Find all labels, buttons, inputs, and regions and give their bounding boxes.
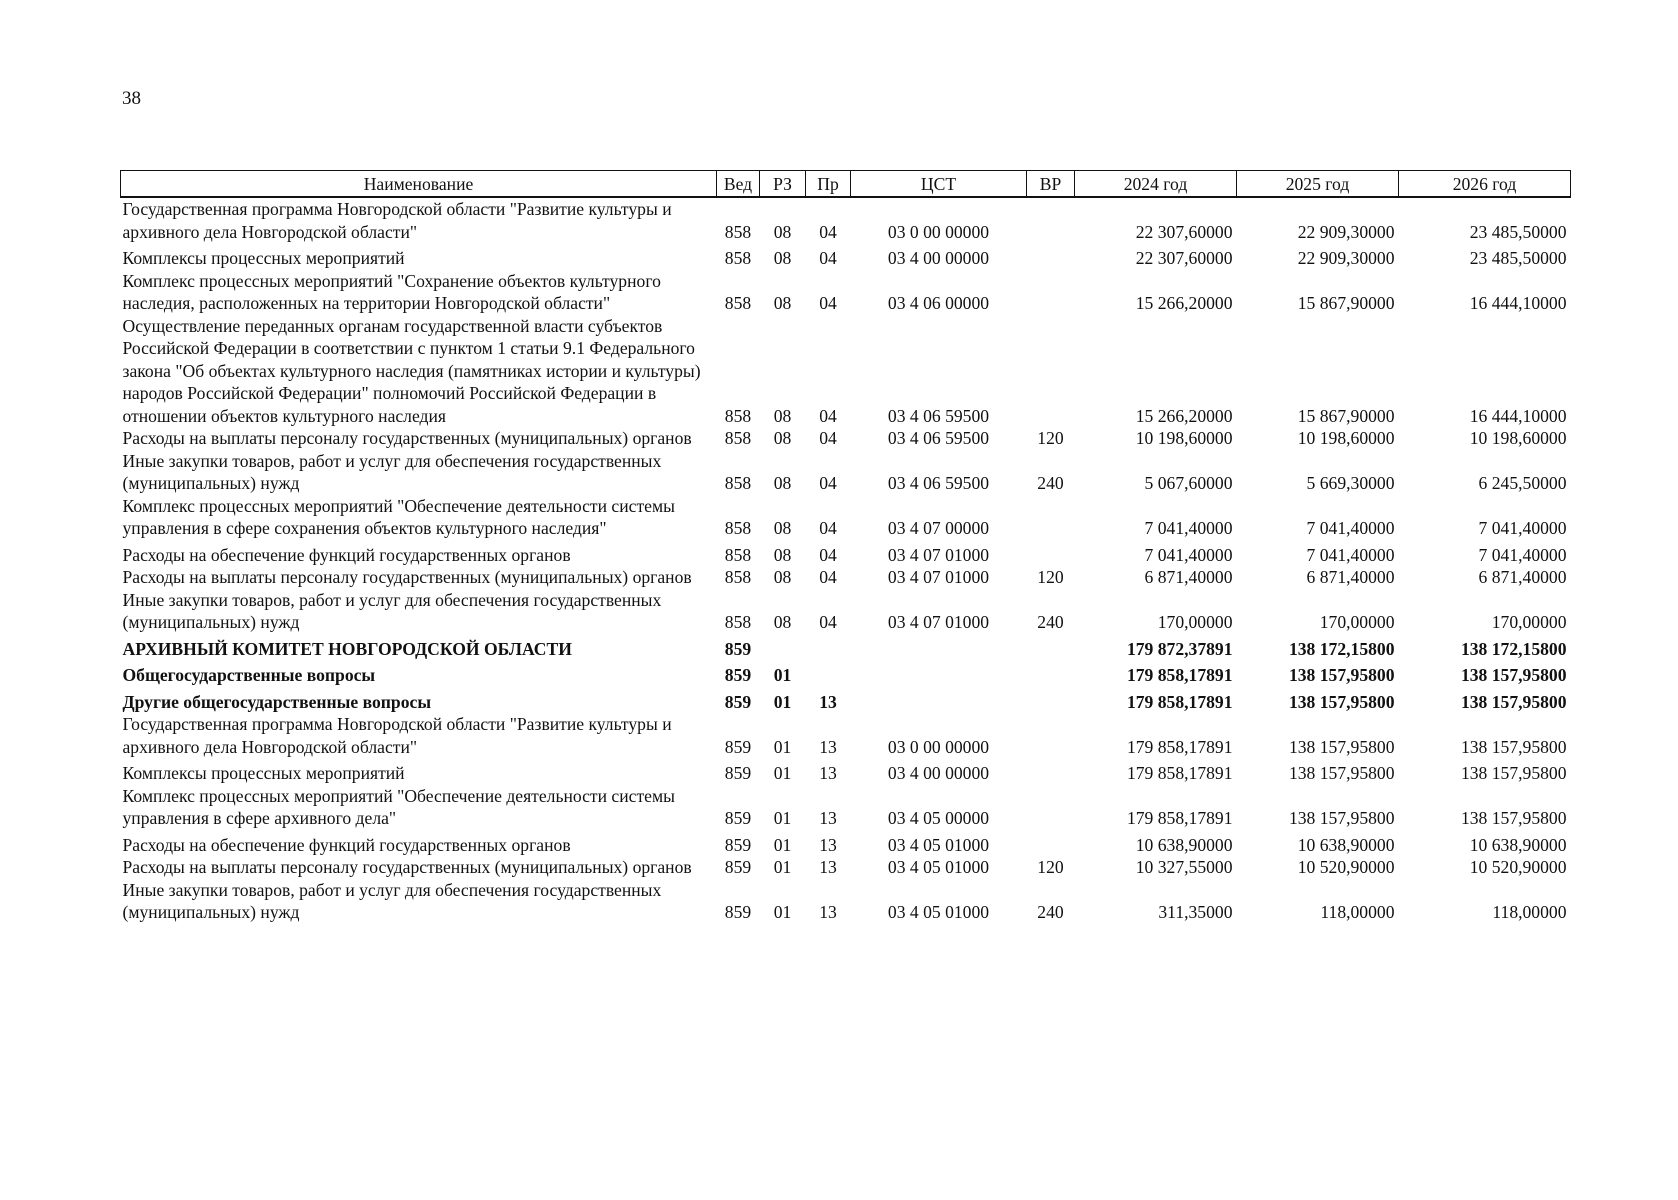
row-name: Комплекс процессных мероприятий "Обеспечение деятельности системы управления в сфере архивного дела": [122, 785, 675, 828]
row-ved: 859: [724, 638, 752, 659]
row-pr: 04: [819, 567, 837, 587]
row-ved: 858: [724, 612, 752, 632]
row-vr: 240: [1037, 612, 1064, 632]
row-cst: 03 4 07 01000: [887, 567, 990, 587]
table-row: [121, 589, 1571, 634]
row-ved: 858: [724, 518, 752, 538]
row-amount-2026: 138 157,95800: [1460, 808, 1567, 828]
row-amount-2026: 16 444,10000: [1469, 405, 1567, 426]
row-name: Иные закупки товаров, работ и услуг для обеспечения государственных (муниципальных) нужд: [122, 450, 662, 493]
table-row: [121, 687, 1571, 714]
row-pr: 04: [819, 428, 837, 448]
row-cst: 03 4 07 00000: [887, 518, 990, 538]
row-ved: 859: [724, 857, 752, 877]
row-amount-2026: 23 485,50000: [1469, 221, 1567, 242]
row-vr: 120: [1037, 857, 1064, 877]
row-name: Расходы на выплаты персоналу государственных (муниципальных) органов: [122, 567, 692, 587]
row-pr: 13: [819, 857, 837, 877]
row-cst: 03 4 07 01000: [887, 612, 990, 632]
row-amount-2024: 179 858,17891: [1126, 763, 1233, 783]
table-body: [121, 197, 1571, 924]
table-row: [121, 785, 1571, 830]
row-amount-2026: 138 157,95800: [1460, 763, 1567, 783]
row-vr: 120: [1037, 567, 1064, 587]
row-rz: 01: [773, 763, 792, 783]
header-2026: 2026 год: [1399, 171, 1571, 198]
row-pr: 04: [819, 293, 837, 313]
row-vr: [1027, 540, 1075, 567]
row-vr: [1027, 197, 1075, 243]
row-amount-2024: 179 858,17891: [1126, 665, 1233, 685]
table-row: [121, 197, 1571, 243]
row-pr: 04: [819, 221, 837, 242]
row-cst: 03 4 06 00000: [887, 293, 990, 313]
row-rz: 01: [773, 902, 792, 922]
row-amount-2025: 22 909,30000: [1297, 248, 1395, 268]
row-amount-2026: 7 041,40000: [1478, 544, 1567, 565]
row-ved: 858: [724, 248, 752, 268]
header-pr: Пр: [806, 171, 851, 198]
row-ved: 858: [724, 428, 752, 448]
header-2025: 2025 год: [1237, 171, 1399, 198]
row-amount-2025: 138 157,95800: [1288, 736, 1395, 757]
row-amount-2025: 15 867,90000: [1297, 405, 1395, 426]
row-ved: 858: [724, 567, 752, 587]
row-amount-2025: 10 638,90000: [1297, 834, 1395, 855]
row-ved: 858: [724, 544, 752, 565]
row-amount-2026: 10 520,90000: [1469, 857, 1567, 877]
row-amount-2026: 138 157,95800: [1460, 665, 1567, 685]
row-name: Расходы на выплаты персоналу государственных (муниципальных) органов: [122, 428, 692, 448]
row-pr: 13: [819, 763, 837, 783]
table-row: [121, 660, 1571, 687]
row-amount-2025: 138 172,15800: [1288, 638, 1395, 659]
row-cst: 03 0 00 00000: [887, 736, 990, 757]
header-2024: 2024 год: [1075, 171, 1237, 198]
header-cst: ЦСТ: [851, 171, 1027, 198]
row-amount-2024: 311,35000: [1158, 902, 1233, 922]
row-pr: [806, 634, 851, 661]
row-vr: [1027, 315, 1075, 428]
row-amount-2026: 6 871,40000: [1478, 567, 1567, 587]
row-amount-2026: 6 245,50000: [1478, 473, 1567, 493]
row-ved: 858: [724, 405, 752, 426]
row-amount-2025: 15 867,90000: [1297, 293, 1395, 313]
row-rz: 08: [773, 293, 792, 313]
row-amount-2026: 7 041,40000: [1478, 518, 1567, 538]
row-amount-2024: 5 067,60000: [1144, 473, 1233, 493]
table-row: [121, 427, 1571, 450]
row-amount-2024: 10 638,90000: [1135, 834, 1233, 855]
row-ved: 859: [724, 665, 752, 685]
row-amount-2025: 118,00000: [1320, 902, 1395, 922]
row-rz: 01: [773, 691, 792, 712]
row-amount-2024: 179 858,17891: [1126, 691, 1233, 712]
row-amount-2026: 138 157,95800: [1460, 736, 1567, 757]
table-row: [121, 713, 1571, 758]
row-cst: [851, 687, 1027, 714]
row-amount-2024: 6 871,40000: [1144, 567, 1233, 587]
row-amount-2025: 138 157,95800: [1288, 808, 1395, 828]
table-row: [121, 495, 1571, 540]
row-amount-2026: 170,00000: [1491, 612, 1567, 632]
row-rz: 01: [773, 834, 792, 855]
row-ved: 858: [724, 473, 752, 493]
row-amount-2025: 10 198,60000: [1297, 428, 1395, 448]
row-pr: 04: [819, 518, 837, 538]
row-vr: [1027, 687, 1075, 714]
row-amount-2026: 23 485,50000: [1469, 248, 1567, 268]
row-rz: 08: [773, 567, 792, 587]
row-pr: 04: [819, 405, 837, 426]
table-row: [121, 856, 1571, 879]
row-ved: 858: [724, 293, 752, 313]
row-cst: 03 4 07 01000: [887, 544, 990, 565]
row-pr: 13: [819, 691, 837, 712]
row-amount-2026: 16 444,10000: [1469, 293, 1567, 313]
row-amount-2026: 138 157,95800: [1460, 691, 1567, 712]
row-vr: [1027, 270, 1075, 315]
row-rz: 08: [773, 221, 792, 242]
header-name: Наименование: [121, 171, 717, 198]
row-pr: 13: [819, 902, 837, 922]
row-cst: 03 4 06 59500: [887, 473, 990, 493]
row-amount-2024: 7 041,40000: [1144, 518, 1233, 538]
row-vr: [1027, 713, 1075, 758]
row-name: Иные закупки товаров, работ и услуг для обеспечения государственных (муниципальных) нужд: [122, 879, 662, 922]
row-amount-2024: 170,00000: [1157, 612, 1233, 632]
header-ved: Вед: [717, 171, 760, 198]
table-row: [121, 566, 1571, 589]
row-cst: 03 4 05 01000: [887, 834, 990, 855]
row-amount-2024: 10 198,60000: [1135, 428, 1233, 448]
row-rz: 08: [773, 428, 792, 448]
row-name: Государственная программа Новгородской области "Развитие культуры и архивного дела Новгородской области": [122, 199, 672, 242]
row-rz: [760, 634, 806, 661]
row-rz: 08: [773, 544, 792, 565]
row-name: Комплекс процессных мероприятий "Обеспечение деятельности системы управления в сфере сохранения объектов культурного наследия": [122, 495, 675, 538]
table-row: [121, 830, 1571, 857]
row-cst: 03 4 05 01000: [887, 902, 990, 922]
page-number: 38: [122, 88, 141, 109]
table-row: [121, 758, 1571, 785]
row-name: Осуществление переданных органам государственной власти субъектов Российской Федерации в соответствии с пунктом 1 статьи 9.1 Федерального закона "Об объектах культурного наследия (памятниках истории и культуры) народов Российской Федерации" полномочий Российской Федерации в отношении объектов культурного наследия: [122, 315, 701, 426]
row-amount-2025: 5 669,30000: [1306, 473, 1395, 493]
row-cst: [851, 660, 1027, 687]
row-vr: [1027, 758, 1075, 785]
row-ved: 859: [724, 808, 752, 828]
row-name: Комплекс процессных мероприятий "Сохранение объектов культурного наследия, расположенных на территории Новгородской области": [122, 270, 661, 313]
table-row: [121, 450, 1571, 495]
row-amount-2024: 179 858,17891: [1126, 736, 1233, 757]
row-amount-2024: 10 327,55000: [1135, 857, 1233, 877]
row-name: Комплексы процессных мероприятий: [122, 763, 405, 783]
row-amount-2024: 179 872,37891: [1126, 638, 1233, 659]
row-amount-2026: 138 172,15800: [1460, 638, 1567, 659]
row-ved: 859: [724, 902, 752, 922]
row-pr: 04: [819, 544, 837, 565]
row-amount-2024: 22 307,60000: [1135, 248, 1233, 268]
row-amount-2024: 22 307,60000: [1135, 221, 1233, 242]
row-cst: 03 4 06 59500: [887, 428, 990, 448]
row-pr: [806, 660, 851, 687]
row-vr: 240: [1037, 473, 1064, 493]
row-name: Другие общегосударственные вопросы: [122, 691, 432, 712]
row-rz: 08: [773, 248, 792, 268]
row-ved: 859: [724, 736, 752, 757]
table-row: [121, 540, 1571, 567]
row-cst: [851, 634, 1027, 661]
header-vr: ВР: [1027, 171, 1075, 198]
row-name: Государственная программа Новгородской области "Развитие культуры и архивного дела Новгородской области": [122, 714, 672, 757]
row-vr: [1027, 660, 1075, 687]
row-name: Расходы на выплаты персоналу государственных (муниципальных) органов: [122, 857, 692, 877]
row-rz: 01: [773, 857, 792, 877]
row-amount-2025: 7 041,40000: [1306, 544, 1395, 565]
row-amount-2025: 6 871,40000: [1306, 567, 1395, 587]
row-name: Иные закупки товаров, работ и услуг для обеспечения государственных (муниципальных) нужд: [122, 589, 662, 632]
row-cst: 03 0 00 00000: [887, 221, 990, 242]
row-cst: 03 4 05 01000: [887, 857, 990, 877]
row-ved: 859: [724, 834, 752, 855]
row-vr: [1027, 243, 1075, 270]
row-vr: [1027, 830, 1075, 857]
row-pr: 04: [819, 248, 837, 268]
row-name: Общегосударственные вопросы: [122, 665, 376, 685]
row-vr: 240: [1037, 902, 1064, 922]
row-amount-2025: 10 520,90000: [1297, 857, 1395, 877]
row-amount-2026: 10 198,60000: [1469, 428, 1567, 448]
row-rz: 01: [773, 665, 792, 685]
row-pr: 13: [819, 834, 837, 855]
budget-table: [120, 170, 1571, 924]
row-name: Расходы на обеспечение функций государственных органов: [122, 834, 571, 855]
row-amount-2024: 7 041,40000: [1144, 544, 1233, 565]
row-rz: 08: [773, 405, 792, 426]
row-amount-2024: 179 858,17891: [1126, 808, 1233, 828]
row-amount-2025: 22 909,30000: [1297, 221, 1395, 242]
row-ved: 859: [724, 763, 752, 783]
row-amount-2025: 170,00000: [1319, 612, 1395, 632]
row-rz: 08: [773, 612, 792, 632]
row-name: Расходы на обеспечение функций государственных органов: [122, 544, 571, 565]
row-ved: 859: [724, 691, 752, 712]
row-pr: 13: [819, 808, 837, 828]
row-cst: 03 4 06 59500: [887, 405, 990, 426]
row-vr: 120: [1037, 428, 1064, 448]
row-name: АРХИВНЫЙ КОМИТЕТ НОВГОРОДСКОЙ ОБЛАСТИ: [122, 638, 572, 659]
row-vr: [1027, 634, 1075, 661]
header-rz: РЗ: [760, 171, 806, 198]
row-rz: 01: [773, 736, 792, 757]
table-header-row: [121, 171, 1571, 198]
row-amount-2025: 7 041,40000: [1306, 518, 1395, 538]
row-amount-2024: 15 266,20000: [1135, 405, 1233, 426]
row-amount-2025: 138 157,95800: [1288, 665, 1395, 685]
row-vr: [1027, 785, 1075, 830]
table-row: [121, 270, 1571, 315]
row-name: Комплексы процессных мероприятий: [122, 248, 405, 268]
row-rz: 08: [773, 473, 792, 493]
row-amount-2025: 138 157,95800: [1288, 763, 1395, 783]
table-row: [121, 243, 1571, 270]
row-cst: 03 4 05 00000: [887, 808, 990, 828]
row-amount-2024: 15 266,20000: [1135, 293, 1233, 313]
row-amount-2026: 118,00000: [1492, 902, 1567, 922]
row-rz: 08: [773, 518, 792, 538]
row-pr: 13: [819, 736, 837, 757]
row-cst: 03 4 00 00000: [887, 763, 990, 783]
row-cst: 03 4 00 00000: [887, 248, 990, 268]
table-row: [121, 315, 1571, 428]
row-amount-2025: 138 157,95800: [1288, 691, 1395, 712]
row-ved: 858: [724, 221, 752, 242]
table-row: [121, 634, 1571, 661]
row-vr: [1027, 495, 1075, 540]
row-pr: 04: [819, 612, 837, 632]
table-row: [121, 879, 1571, 924]
row-amount-2026: 10 638,90000: [1469, 834, 1567, 855]
row-pr: 04: [819, 473, 837, 493]
row-rz: 01: [773, 808, 792, 828]
